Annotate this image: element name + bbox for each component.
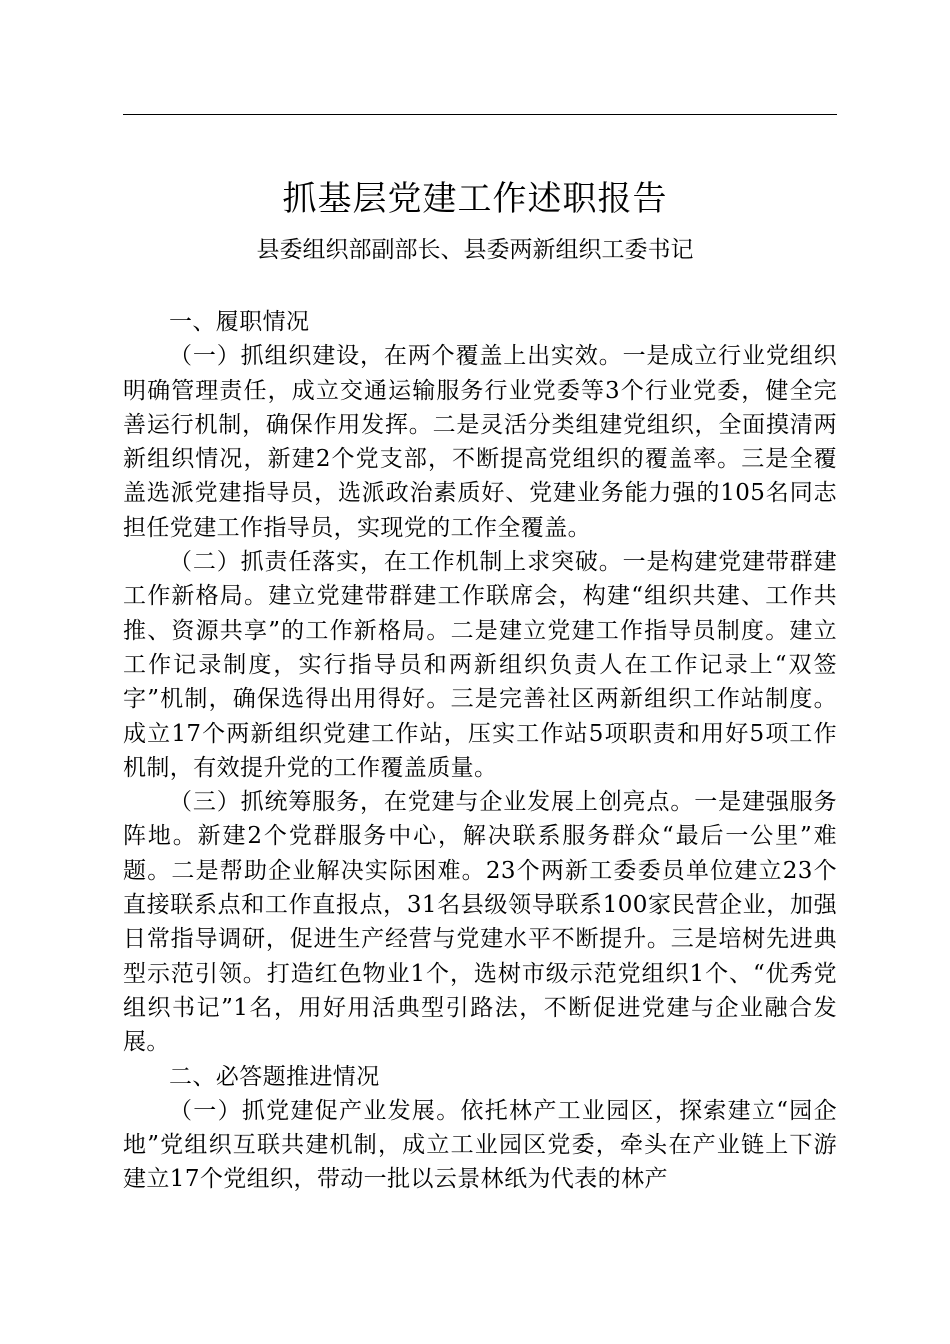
paragraph-3: （三）抓统筹服务，在党建与企业发展上创亮点。一是建强服务阵地。新建2个党群服务中心，解决联系服务群众“最后一公里”难题。二是帮助企业解决实际困难。23个两新工委委员单位建立23个直接联系点和工作直报点，31名县级领导联系100家民营企业，加强日常指导调研，促进生产经营与党建水平不断提升。三是培树先进典型示范引领。打造红色物业1个，选树市级示范党组织1个、“优秀党组织书记”1名，用好用活典型引路法，不断促进党建与企业融合发展。 <box>123 789 837 1056</box>
paragraph-1: （一）抓组织建设，在两个覆盖上出实效。一是成立行业党组织明确管理责任，成立交通运输服务行业党委等3个行业党委，健全完善运行机制，确保作用发挥。二是灵活分类组建党组织，全面摸清两新组织情况，新建2个党支部，不断提高党组织的覆盖率。三是全覆盖选派党建指导员，选派政治素质好、党建业务能力强的105名同志担任党建工作指导员，实现党的工作全覆盖。 <box>123 343 837 541</box>
header-rule <box>123 114 837 115</box>
document-body <box>123 305 837 1197</box>
section-heading-2: 二、必答题推进情况 <box>169 1063 380 1090</box>
document-title: 抓基层党建工作述职报告 <box>282 179 668 219</box>
section-heading-1: 一、履职情况 <box>169 309 310 335</box>
document-subtitle: 县委组织部副部长、县委两新组织工委书记 <box>256 237 694 263</box>
paragraph-2: （二）抓责任落实，在工作机制上求突破。一是构建党建带群建工作新格局。建立党建带群建工作联席会，构建“组织共建、工作共推、资源共享”的工作新格局。二是建立党建工作指导员制度。建立工作记录制度，实行指导员和两新组织负责人在工作记录上“双签字”机制，确保选得出用得好。三是完善社区两新组织工作站制度。成立17个两新组织党建工作站，压实工作站5项职责和用好5项工作机制，有效提升党的工作覆盖质量。 <box>123 549 837 781</box>
paragraph-4: （一）抓党建促产业发展。依托林产工业园区，探索建立“园企地”党组织互联共建机制，成立工业园区党委，牵头在产业链上下游建立17个党组织，带动一批以云景林纸为代表的林产 <box>123 1097 837 1193</box>
